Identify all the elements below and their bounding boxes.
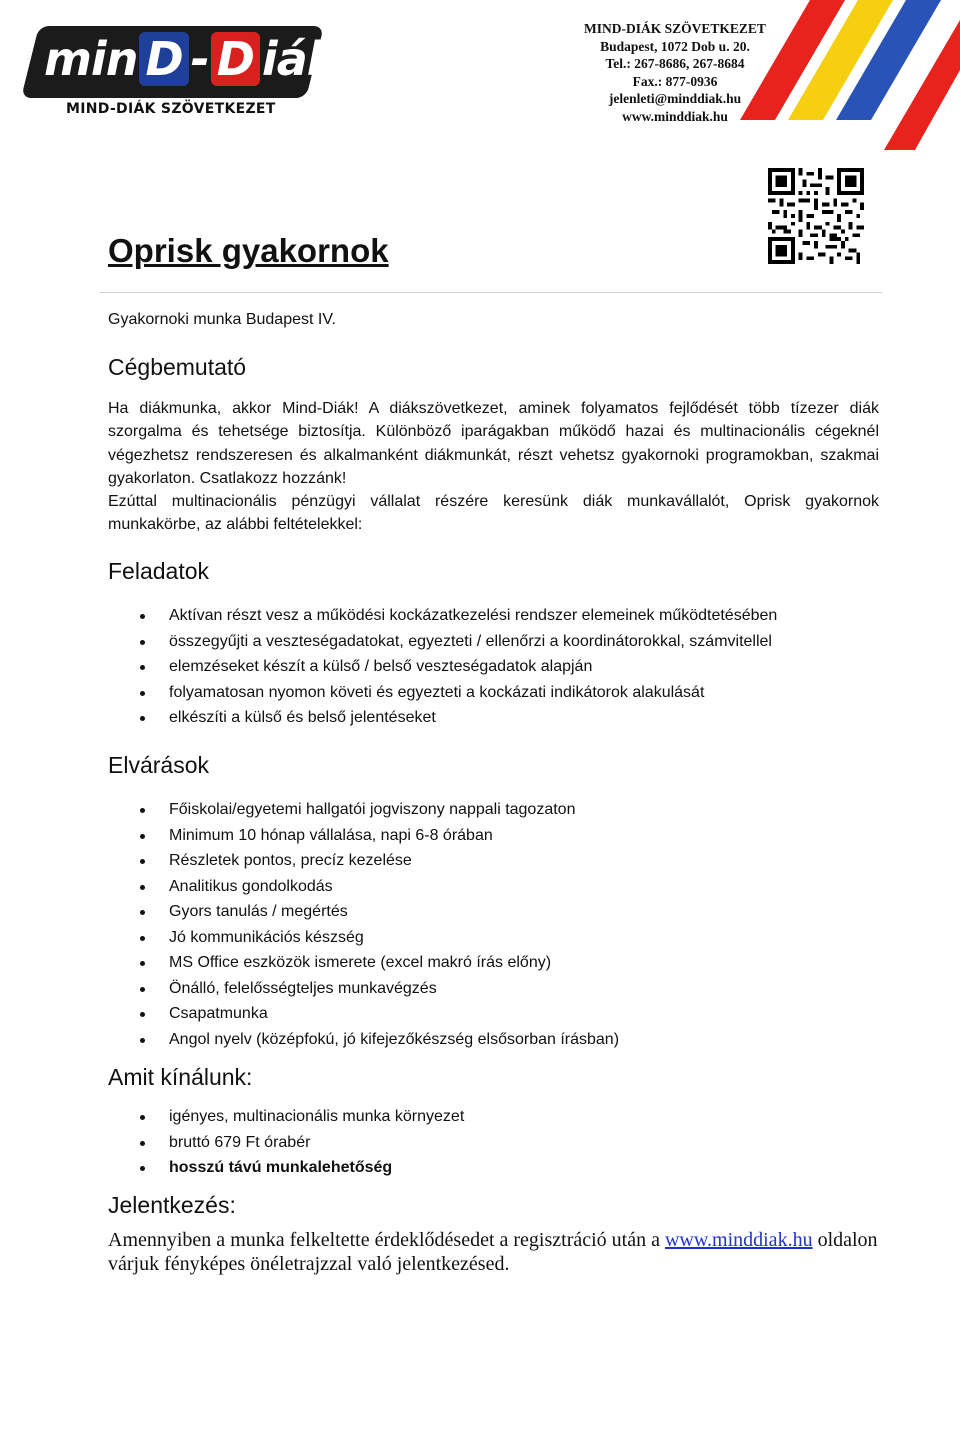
list-item: bruttó 679 Ft órabér <box>140 1130 464 1156</box>
list-item: elemzéseket készít a külső / belső veszteségadatok alapján <box>140 654 777 680</box>
logo-wordmark: min D - D iák <box>44 32 337 86</box>
tasks-heading: Feladatok <box>108 558 210 584</box>
list-item: Részletek pontos, precíz kezelése <box>140 848 619 874</box>
list-item: Analitikus gondolkodás <box>140 874 619 900</box>
list-item: Csapatmunka <box>140 1001 619 1027</box>
contact-email-link[interactable]: jelenleti@minddiak.hu <box>608 91 742 106</box>
company-intro: Ha diákmunka, akkor Mind-Diák! A diákszövetkezet, aminek folyamatos fejlődését több tízezer diák szorgalma és tehetsége biztosítja. Különböző iparágakban működő hazai és multinacionális cégeknél végezhetsz rendszeresen és alkalmanként diákmunkát, részt vehetsz gyakornoki programokban, szakmai gyakorlaton. Csatlakozz hozzánk! <box>108 400 879 487</box>
list-item: folyamatosan nyomon követi és egyezteti a kockázati indikátorok alakulását <box>140 680 777 706</box>
logo-subtitle: MIND-DIÁK SZÖVETKEZET <box>66 101 276 117</box>
decorative-stripes <box>740 0 960 150</box>
list-item: Jó kommunikációs készség <box>140 925 619 951</box>
requirements-heading: Elvárások <box>108 752 209 778</box>
contact-tel: Tel.: 267-8686, 267-8684 <box>605 56 745 71</box>
list-item: igényes, multinacionális munka környezet <box>140 1104 464 1130</box>
company-logo <box>30 18 337 128</box>
offer-heading: Amit kínálunk: <box>108 1064 253 1090</box>
contact-web-link[interactable]: www.minddiak.hu <box>622 108 728 124</box>
list-item: hosszú távú munkalehetőség <box>140 1155 464 1181</box>
apply-heading: Jelentkezés: <box>108 1192 236 1218</box>
apply-link[interactable]: www.minddiak.hu <box>664 1229 813 1251</box>
list-item: Aktívan részt vesz a működési kockázatkezelési rendszer elemeinek működtetésében <box>140 603 777 629</box>
apply-text <box>108 1228 883 1276</box>
qr-code-icon <box>768 168 864 264</box>
job-subtitle: Gyakornoki munka Budapest IV. <box>108 311 336 328</box>
title-divider <box>100 292 882 293</box>
contact-name: MIND-DIÁK SZÖVETKEZET <box>584 21 766 36</box>
list-item: Gyors tanulás / megértés <box>140 899 619 925</box>
apply-text-after: oldalon várjuk fényképes önéletrajzzal való jelentkezésed. <box>108 1229 878 1275</box>
requirements-list <box>140 797 619 1052</box>
company-search: Ezúttal multinacionális pénzügyi vállalat részére keresünk diák munkavállalót, Oprisk gyakornok munkakörbe, az alábbi feltételekkel: <box>108 493 879 534</box>
tasks-list <box>140 603 777 731</box>
list-item: MS Office eszközök ismerete (excel makró írás előny) <box>140 950 619 976</box>
company-heading: Cégbemutató <box>108 354 247 380</box>
list-item: Önálló, felelősségteljes munkavégzés <box>140 976 619 1002</box>
list-item: Angol nyelv (középfokú, jó kifejezőkészség elsősorban írásban) <box>140 1027 619 1053</box>
contact-fax: Fax.: 877-0936 <box>632 73 718 89</box>
list-item: összegyűjti a veszteségadatokat, egyezteti / ellenőrzi a koordinátorokkal, számvitellel <box>140 629 777 655</box>
apply-text-before: Amennyiben a munka felkeltette érdeklődésedet a regisztráció után a <box>108 1229 665 1251</box>
list-item: Főiskolai/egyetemi hallgatói jogviszony nappali tagozaton <box>140 797 619 823</box>
contact-address: Budapest, 1072 Dob u. 20. <box>600 38 750 54</box>
list-item: Minimum 10 hónap vállalása, napi 6-8 órában <box>140 823 619 849</box>
offer-list <box>140 1104 464 1181</box>
job-title: Oprisk gyakornok <box>108 232 389 269</box>
list-item: elkészíti a külső és belső jelentéseket <box>140 705 777 731</box>
